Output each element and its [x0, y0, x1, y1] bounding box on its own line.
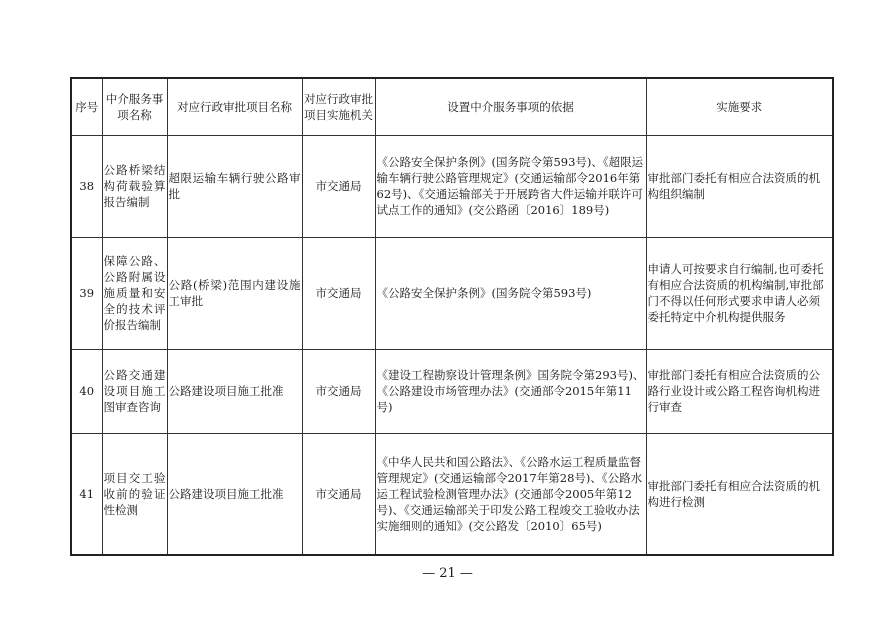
- table-row: [71, 433, 833, 555]
- header-seq: 序号: [71, 78, 102, 135]
- table-row: [71, 237, 833, 349]
- header-requirement: 实施要求: [646, 78, 833, 135]
- row-service-name: 公路桥梁结构荷载验算报告编制: [102, 135, 167, 237]
- table-header-row: [71, 78, 833, 135]
- row-approval-item: 公路建设项目施工批准: [167, 433, 302, 555]
- row-agency: 市交通局: [302, 433, 375, 555]
- row-basis: 《中华人民共和国公路法》、《公路水运工程质量监督管理规定》(交通运输部令2017年第28号)、《公路水运工程试验检测管理办法》(交通部令2005年第12号)、《交通运输部关于印发公路工程竣交工验收办法实施细则的通知》(交公路发〔2010〕65号): [375, 433, 646, 555]
- row-agency: 市交通局: [302, 135, 375, 237]
- header-basis: 设置中介服务事项的依据: [375, 78, 646, 135]
- header-service-name: 中介服务事项名称: [102, 78, 167, 135]
- row-basis: 《建设工程勘察设计管理条例》国务院令第293号)、《公路建设市场管理办法》(交通部令2015年第11号): [375, 349, 646, 433]
- header-agency: 对应行政审批项目实施机关: [302, 78, 375, 135]
- row-seq: 38: [71, 135, 102, 237]
- row-approval-item: 公路(桥梁)范围内建设施工审批: [167, 237, 302, 349]
- row-seq: 41: [71, 433, 102, 555]
- page-number: — 21 —: [422, 566, 473, 581]
- row-basis: 《公路安全保护条例》(国务院令第593号): [375, 237, 646, 349]
- row-service-name: 公路交通建设项目施工图审查咨询: [102, 349, 167, 433]
- row-requirement: 审批部门委托有相应合法资质的机构组织编制: [646, 135, 833, 237]
- row-agency: 市交通局: [302, 349, 375, 433]
- row-basis: 《公路安全保护条例》(国务院令第593号)、《超限运输车辆行驶公路管理规定》(交通运输部令2016年第62号)、《交通运输部关于开展跨省大件运输并联许可试点工作的通知》(交公路函〔2016〕189号): [375, 135, 646, 237]
- row-approval-item: 公路建设项目施工批准: [167, 349, 302, 433]
- table-row: [71, 135, 833, 237]
- table-row: [71, 349, 833, 433]
- row-seq: 39: [71, 237, 102, 349]
- header-approval-item: 对应行政审批项目名称: [167, 78, 302, 135]
- row-approval-item: 超限运输车辆行驶公路审批: [167, 135, 302, 237]
- row-service-name: 项目交工验收前的验证性检测: [102, 433, 167, 555]
- row-requirement: 审批部门委托有相应合法资质的公路行业设计或公路工程咨询机构进行审查: [646, 349, 833, 433]
- row-agency: 市交通局: [302, 237, 375, 349]
- row-service-name: 保障公路、公路附属设施质量和安全的技术评价报告编制: [102, 237, 167, 349]
- row-requirement: 申请人可按要求自行编制,也可委托有相应合法资质的机构编制,审批部门不得以任何形式要求申请人必须委托特定中介机构提供服务: [646, 237, 833, 349]
- intermediary-services-table: [70, 77, 834, 556]
- row-seq: 40: [71, 349, 102, 433]
- row-requirement: 审批部门委托有相应合法资质的机构进行检测: [646, 433, 833, 555]
